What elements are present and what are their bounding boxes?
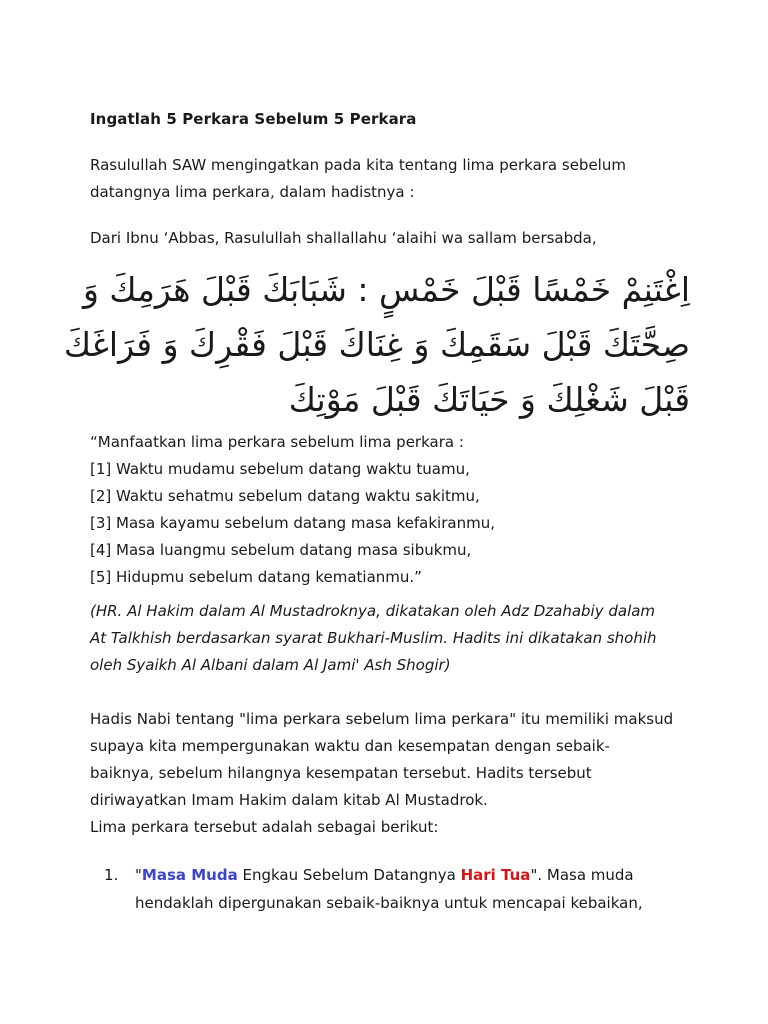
- explanation-paragraph: [90, 706, 690, 841]
- list-item-number: 1.: [104, 866, 119, 884]
- list-item: [90, 861, 690, 889]
- explanation-line: Lima perkara tersebut adalah sebagai berikut:: [90, 818, 439, 836]
- reference-block: [90, 598, 690, 679]
- numbered-list: [90, 861, 690, 917]
- explanation-line: baiknya, sebelum hilangnya kesempatan tersebut. Hadits tersebut: [90, 764, 592, 782]
- quote-mark: ": [135, 866, 142, 884]
- reference-line: At Talkhish berdasarkan syarat Bukhari-Muslim. Hadits ini dikatakan shohih: [90, 629, 657, 647]
- translation-line: [5] Hidupmu sebelum datang kematianmu.”: [90, 568, 422, 586]
- translation-block: [90, 429, 690, 591]
- intro-line: Rasulullah SAW mengingatkan pada kita tentang lima perkara sebelum: [90, 156, 626, 174]
- translation-line: [1] Waktu mudamu sebelum datang waktu tuamu,: [90, 460, 470, 478]
- arabic-line: قَبْلَ شَغْلِكَ وَ حَيَاتَكَ قَبْلَ مَوْتِكَ: [288, 380, 690, 419]
- list-item-line2: hendaklah dipergunakan sebaik-baiknya untuk mencapai kebaikan,: [135, 894, 643, 912]
- list-item-tail: ". Masa muda: [530, 866, 634, 884]
- explanation-line: Hadis Nabi tentang "lima perkara sebelum lima perkara" itu memiliki maksud: [90, 710, 674, 728]
- explanation-line: diriwayatkan Imam Hakim dalam kitab Al Mustadrok.: [90, 791, 488, 809]
- narration-line: Dari Ibnu ‘Abbas, Rasulullah shallallahu ‘alaihi wa sallam bersabda,: [90, 229, 597, 247]
- explanation-line: supaya kita mempergunakan waktu dan kesempatan dengan sebaik-: [90, 737, 610, 755]
- translation-line: “Manfaatkan lima perkara sebelum lima perkara :: [90, 433, 464, 451]
- arabic-line: اِغْتَنِمْ خَمْسًا قَبْلَ خَمْسٍ : شَبَابَكَ قَبْلَ هَرَمِكَ وَ: [82, 270, 690, 309]
- reference-line: (HR. Al Hakim dalam Al Mustadroknya, dikatakan oleh Adz Dzahabiy dalam: [90, 602, 656, 620]
- list-item-middle: Engkau Sebelum Datangnya: [237, 866, 461, 884]
- list-item-continuation: [90, 889, 690, 917]
- translation-line: [3] Masa kayamu sebelum datang masa kefakiranmu,: [90, 514, 495, 532]
- arabic-hadith: [63, 262, 690, 427]
- translation-line: [2] Waktu sehatmu sebelum datang waktu sakitmu,: [90, 487, 480, 505]
- intro-paragraph: [90, 152, 690, 206]
- document-title: Ingatlah 5 Perkara Sebelum 5 Perkara: [90, 110, 417, 128]
- intro-line: datangnya lima perkara, dalam hadistnya :: [90, 183, 415, 201]
- highlight-hari-tua: Hari Tua: [460, 866, 531, 884]
- reference-line: oleh Syaikh Al Albani dalam Al Jami' Ash Shogir): [90, 656, 451, 674]
- arabic-line: صِحَّتَكَ قَبْلَ سَقَمِكَ وَ غِنَاكَ قَبْلَ فَقْرِكَ وَ فَرَاغَكَ: [63, 325, 690, 364]
- narration-paragraph: [90, 225, 690, 252]
- translation-line: [4] Masa luangmu sebelum datang masa sibukmu,: [90, 541, 472, 559]
- list-item-text: [135, 866, 634, 884]
- highlight-masa-muda: Masa Muda: [141, 866, 238, 884]
